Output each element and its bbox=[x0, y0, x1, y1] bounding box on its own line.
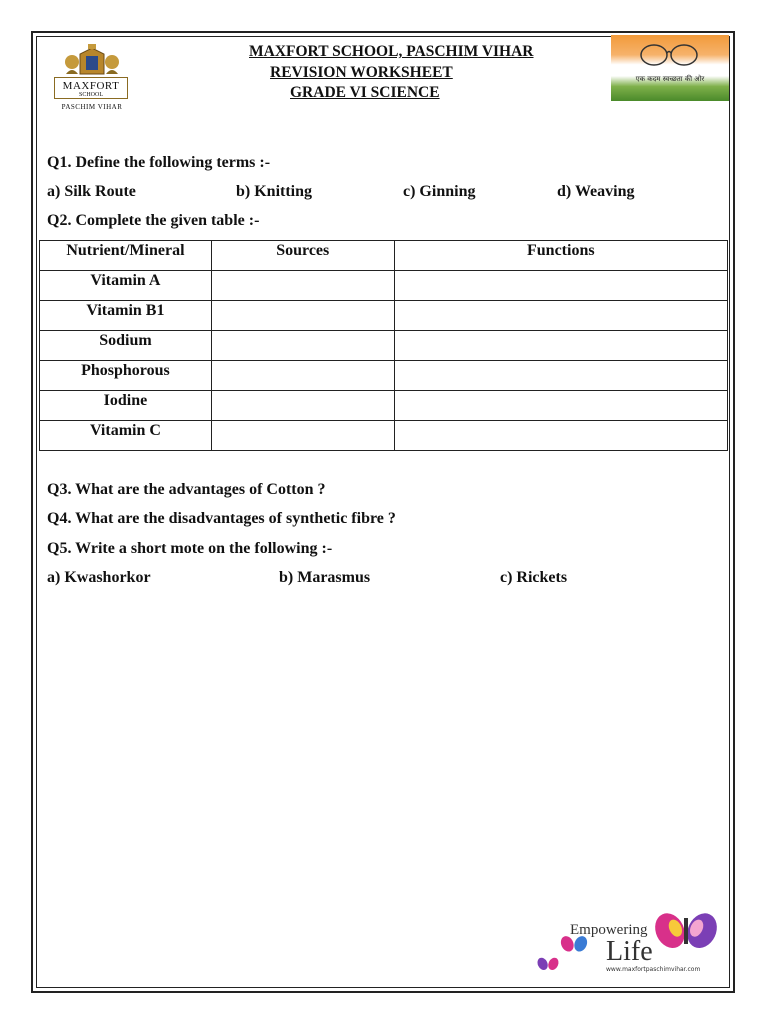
logo-word-empowering: Empowering bbox=[570, 922, 648, 938]
nutrient-table bbox=[39, 240, 728, 451]
header-functions: Functions bbox=[394, 241, 727, 271]
sources-cell[interactable] bbox=[211, 331, 394, 361]
header-nutrient: Nutrient/Mineral bbox=[40, 241, 212, 271]
logo-word-life: Life bbox=[606, 936, 653, 967]
nutrient-cell: Phosphorous bbox=[40, 361, 212, 391]
q1-option-a: a) Silk Route bbox=[47, 183, 136, 200]
table-row bbox=[40, 271, 728, 301]
q4-text: Q4. What are the disadvantages of synthetic fibre ? bbox=[47, 510, 396, 527]
table-row bbox=[40, 361, 728, 391]
functions-cell[interactable] bbox=[394, 331, 727, 361]
q1-option-b: b) Knitting bbox=[236, 183, 313, 200]
worksheet-title: REVISION WORKSHEET bbox=[270, 64, 453, 81]
school-title: MAXFORT SCHOOL, PASCHIM VIHAR bbox=[249, 43, 534, 60]
functions-cell[interactable] bbox=[394, 391, 727, 421]
functions-cell[interactable] bbox=[394, 271, 727, 301]
empowering-life-logo bbox=[536, 902, 726, 978]
q5-option-a: a) Kwashorkor bbox=[47, 569, 151, 586]
table-row bbox=[40, 301, 728, 331]
glasses-icon bbox=[639, 43, 699, 67]
logo-name: MAXFORT bbox=[62, 80, 120, 92]
sources-cell[interactable] bbox=[211, 361, 394, 391]
q1-option-d: d) Weaving bbox=[557, 183, 635, 200]
table-header-row bbox=[40, 241, 728, 271]
functions-cell[interactable] bbox=[394, 421, 727, 451]
table-row bbox=[40, 421, 728, 451]
q3-text: Q3. What are the advantages of Cotton ? bbox=[47, 481, 326, 498]
sources-cell[interactable] bbox=[211, 421, 394, 451]
table-row bbox=[40, 331, 728, 361]
logo-sub: SCHOOL bbox=[78, 92, 103, 98]
swachh-bharat-logo bbox=[611, 35, 729, 101]
swachh-tagline: एक कदम स्वच्छता की ओर bbox=[635, 75, 705, 83]
logo-location: PASCHIM VIHAR bbox=[61, 103, 123, 111]
sources-cell[interactable] bbox=[211, 271, 394, 301]
q1-option-c: c) Ginning bbox=[403, 183, 476, 200]
nutrient-cell: Vitamin A bbox=[40, 271, 212, 301]
sources-cell[interactable] bbox=[211, 301, 394, 331]
nutrient-cell: Sodium bbox=[40, 331, 212, 361]
q1-text: Q1. Define the following terms :- bbox=[47, 154, 271, 171]
sources-cell[interactable] bbox=[211, 391, 394, 421]
nutrient-cell: Iodine bbox=[40, 391, 212, 421]
q5-text: Q5. Write a short mote on the following :- bbox=[47, 540, 333, 557]
nutrient-cell: Vitamin B1 bbox=[40, 301, 212, 331]
nutrient-cell: Vitamin C bbox=[40, 421, 212, 451]
school-logo bbox=[50, 44, 134, 116]
q5-option-b: b) Marasmus bbox=[279, 569, 371, 586]
grade-title: GRADE VI SCIENCE bbox=[290, 84, 440, 101]
q5-option-c: c) Rickets bbox=[500, 569, 568, 586]
functions-cell[interactable] bbox=[394, 361, 727, 391]
crest-icon bbox=[50, 44, 134, 80]
header-sources: Sources bbox=[211, 241, 394, 271]
functions-cell[interactable] bbox=[394, 301, 727, 331]
logo-url: www.maxfortpaschimvihar.com bbox=[606, 966, 701, 973]
table-row bbox=[40, 391, 728, 421]
q2-text: Q2. Complete the given table :- bbox=[47, 212, 260, 229]
